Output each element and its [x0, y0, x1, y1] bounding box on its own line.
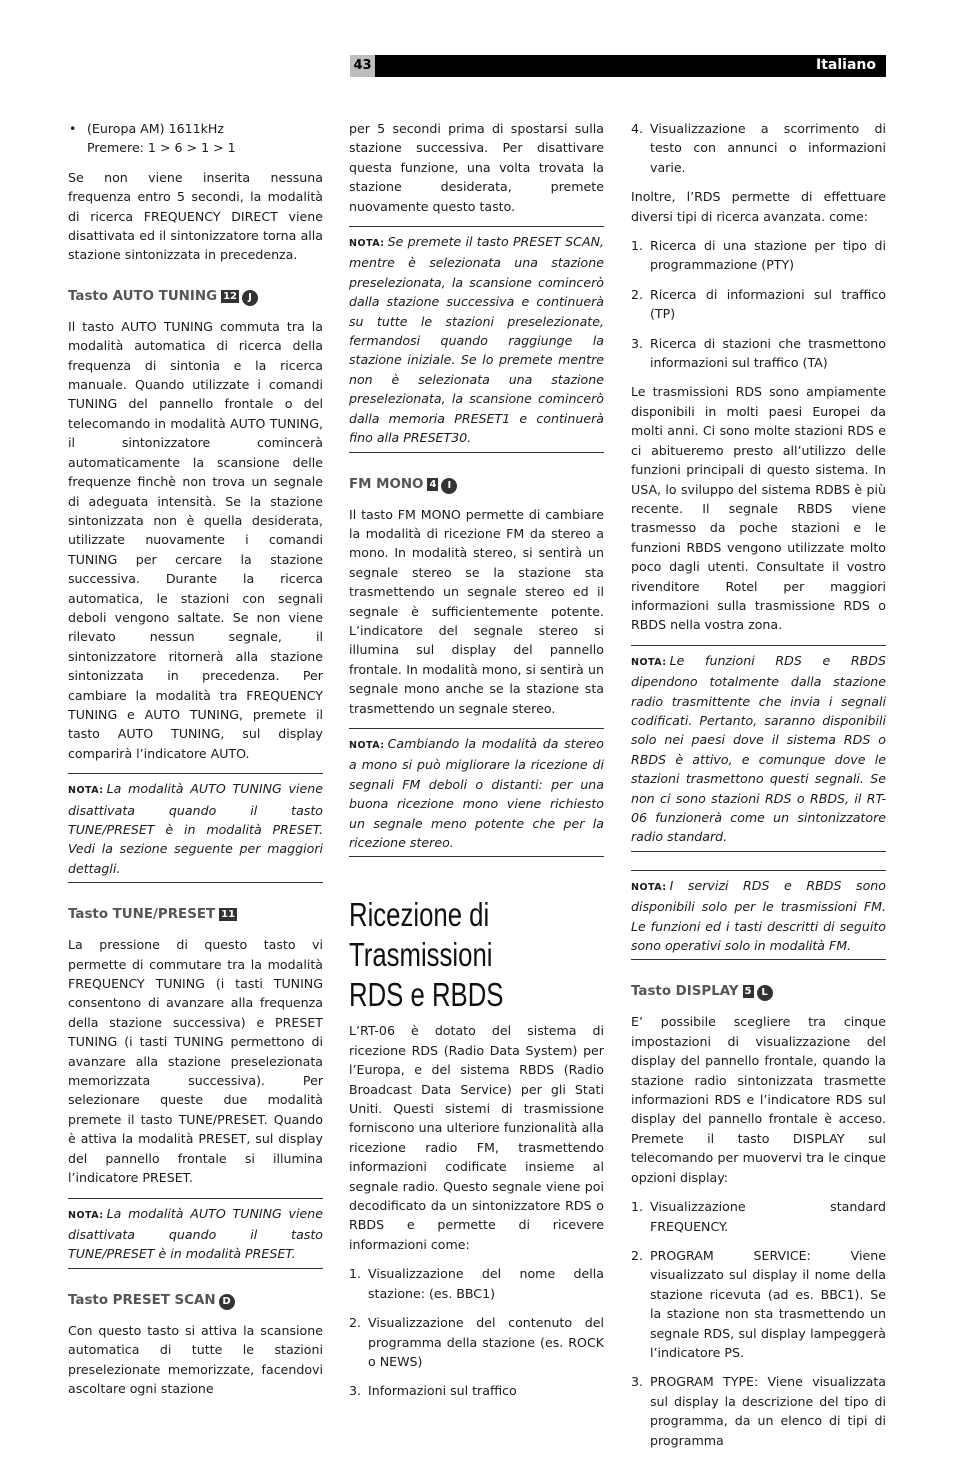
- list-item-text: Visualizzazione standard FREQUENCY.: [650, 1199, 886, 1234]
- list-item-text: Ricerca di stazioni che trasmettono informazioni sul traffico (TA): [650, 335, 886, 371]
- list-item: [631, 334, 886, 373]
- list-item: [631, 1372, 886, 1450]
- section-title-tune-preset: [68, 905, 323, 925]
- note-label: NOTA:: [68, 785, 104, 797]
- key-letter-badge: L: [757, 985, 773, 1001]
- list-item-number: 1.: [631, 238, 644, 254]
- note-box: [68, 773, 323, 883]
- paragraph: Con questo tasto si attiva la scansione automatica di tutte le stazioni preselezionate memorizzate, facendovi ascoltare ogni stazione: [68, 1322, 323, 1396]
- key-number-badge: 11: [221, 909, 236, 921]
- section-title-text: Tasto AUTO TUNING: [68, 288, 218, 304]
- paragraph: per 5 secondi prima di spostarsi sulla stazione successiva. Per disattivare questa funzione, una volta trovata la stazione desiderata, premete nuovamente questo tasto.: [349, 121, 604, 214]
- list-item-number: 2.: [349, 1315, 362, 1331]
- list-item-text: Ricerca di informazioni sul traffico (TP): [650, 286, 886, 322]
- section-title-display: [631, 982, 886, 1002]
- list-item: [349, 1313, 604, 1371]
- note-text: Se premete il tasto PRESET SCAN, mentre è selezionata una stazione preselezionata, la scansione comincerò dalla stazione successiva e continuerà su tutte le stazioni preselezionate, fermandosi quando raggiunge la stazione iniziale. Se lo premete mentre non è selezionata una stazione preselezionata, la scansione comincerò dalla memoria PRESET1 e continuerà fino alla PRESET30.: [349, 234, 604, 446]
- section-title-preset-scan: [68, 1291, 323, 1311]
- note-label: NOTA:: [631, 881, 667, 893]
- list-item: [631, 285, 886, 324]
- chapter-title: [349, 895, 606, 1015]
- note-label: NOTA:: [68, 1209, 104, 1221]
- list-item-text: Ricerca di una stazione per tipo di programmazione (PTY): [650, 238, 886, 273]
- note-text: Cambiando la modalità da stereo a mono si può migliorare la ricezione di segnali FM deboli o distanti: per una buona ricezione mono viene richiesto un segnale meno potente che per la ricezione stereo.: [349, 735, 604, 850]
- list-item: [349, 1381, 604, 1400]
- note-text: Le funzioni RDS e RBDS dipendono totalmente dalla stazione radio trasmittente che invia i segnali codificati. Pertanto, saranno disponibili solo nei paesi dove il sistema RDS o RBDS è attivo, e comunque dove le stazioni trasmettono questi segnali. Se non ci sono stazioni RDS o RBDS, il RT-06 funzionerà come un sintonizzatore radio standard.: [631, 652, 886, 845]
- numbered-list: [631, 119, 886, 177]
- bullet-dot-icon: •: [69, 121, 77, 136]
- paragraph: Inoltre, l’RDS permette di effettuare diversi tipi di ricerca avanzata. come:: [631, 189, 886, 224]
- paragraph: La pressione di questo tasto vi permette di commutare tra la modalità FREQUENCY TUNING (i tasti TUNING consentono di avanzare alla frequenza della stazione successiva) e PRESET TUNING (i tasti TUNING permettono di avanzare alla stazione preselezionata memorizzata successiva). Per selezionare queste due modalità premete il tasto TUNE/PRESET. Quando è attiva la modalità PRESET, sul display del pannello frontale si illumina l’indicatore PRESET.: [68, 937, 323, 1186]
- numbered-list: [631, 1197, 886, 1450]
- note-box: [349, 226, 604, 452]
- note-label: NOTA:: [631, 656, 667, 668]
- note-box: [349, 728, 604, 857]
- list-item-number: 1.: [349, 1266, 362, 1282]
- section-title-fm-mono: [349, 475, 604, 495]
- list-item-text: Informazioni sul traffico: [368, 1383, 517, 1399]
- note-box: [68, 1198, 323, 1269]
- list-item-text: Visualizzazione del nome della stazione: (es. BBC1): [368, 1266, 604, 1301]
- bullet-text: (Europa AM) 1611kHz: [87, 121, 224, 136]
- chapter-title-line1: Ricezione di Trasmissioni: [349, 896, 493, 974]
- key-number-badge: 4: [429, 478, 437, 490]
- note-box: [631, 870, 886, 961]
- key-letter-badge: I: [441, 478, 457, 494]
- key-letter-badge: D: [219, 1294, 235, 1310]
- header-bar: [350, 55, 886, 77]
- language-label: Italiano: [816, 57, 876, 73]
- note-label: NOTA:: [349, 739, 385, 751]
- paragraph: Le trasmissioni RDS sono ampiamente disponibili in molti paesi Europei da molti anni. Ci sono molte stazioni RDS e ci abitueremo presto all’utilizzo delle funzioni principali di questo sistema. In USA, lo sviluppo del sistema RDBS è più recente. Il segnale RBDS viene trasmesso da poche stazioni e le funzioni RBDS vengono utilizzate molto poco dagli utenti. Consultate il vostro rivenditore Rotel per maggiori informazioni sulla trasmissione RDS o RBDS nella vostra zona.: [631, 384, 886, 633]
- page-number: 43: [350, 55, 375, 77]
- note-label: NOTA:: [349, 238, 385, 250]
- key-number-badge: 12: [223, 290, 237, 302]
- section-title-text: Tasto TUNE/PRESET: [68, 907, 216, 923]
- column-3: [631, 119, 886, 1460]
- note-text: La modalità AUTO TUNING viene disattivata quando il tasto TUNE/PRESET è in modalità PRESET.: [68, 1205, 323, 1262]
- list-item: [631, 1197, 886, 1236]
- list-item-number: 3.: [349, 1383, 362, 1399]
- column-2: [349, 119, 604, 1411]
- section-title-text: Tasto DISPLAY: [631, 984, 739, 1000]
- list-item: [631, 1246, 886, 1362]
- numbered-list: [349, 1264, 604, 1400]
- list-item-number: 1.: [631, 1199, 644, 1215]
- numbered-list: [631, 236, 886, 372]
- list-item: [631, 236, 886, 275]
- note-text: La modalità AUTO TUNING viene disattivata quando il tasto TUNE/PRESET è in modalità PRESET. Vedi la sezione seguente per maggiori dettagli.: [68, 781, 323, 876]
- list-item-text: PROGRAM SERVICE: Viene visualizzato sul display il nome della stazione ricevuta (ad es. BBC1). Se la stazione non sta trasmettendo un segnale RDS, sul display lampeggerà l’indicatore PS.: [650, 1247, 886, 1360]
- bullet-item: [68, 119, 323, 158]
- list-item-number: 2.: [631, 1247, 644, 1263]
- note-text: I servizi RDS e RBDS sono disponibili solo per le trasmissioni FM. Le funzioni ed i tasti descritti di seguito sono operativi solo in modalità FM.: [631, 877, 886, 954]
- key-letter-badge: J: [242, 290, 258, 306]
- list-item-number: 3.: [631, 1374, 644, 1390]
- paragraph: E’ possibile scegliere tra cinque impostazioni di visualizzazione del display del pannello frontale, quando la stazione radio sintonizzata trasmette informazioni RDS e l’indicatore RDS sul display del pannello frontale è acceso. Premete il tasto DISPLAY sul telecomando per muovervi tra le cinque opzioni display:: [631, 1014, 886, 1185]
- section-title-text: Tasto PRESET SCAN: [68, 1292, 216, 1308]
- list-item: [349, 1264, 604, 1303]
- list-item-number: 4.: [631, 121, 644, 136]
- list-item-number: 3.: [631, 335, 644, 351]
- section-title-auto-tuning: [68, 287, 323, 307]
- paragraph: Il tasto AUTO TUNING commuta tra la modalità automatica di ricerca della frequenza di sintonia e la ricerca manuale. Quando utilizzate i comandi TUNING del pannello frontale o del telecomando in modalità AUTO TUNING, il sintonizzatore comincerà automaticamente la scansione delle frequenze finchè non trova un segnale di adeguata intensità. Se la stazione sintonizzata non è quella desiderata, utilizzate nuovamente i comandi TUNING per cercare la stazione successiva. Durante la ricerca automatica, le stazioni con segnali deboli vengono saltate. Se non viene rilevato nessun segnale, il sintonizzatore ritornerà alla stazione sintonizzata in precedenza. Per cambiare la modalità tra FREQUENCY TUNING e AUTO TUNING, premete il tasto AUTO TUNING, sul display comparirà l’indicatore AUTO.: [68, 318, 323, 761]
- list-item-text: Visualizzazione a scorrimento di testo con annunci o informazioni varie.: [650, 121, 886, 175]
- list-item: [631, 119, 886, 177]
- list-item-number: 2.: [631, 286, 644, 302]
- paragraph: Il tasto FM MONO permette di cambiare la modalità di ricezione FM da stereo a mono. In modalità stereo, si sentirà un segnale stereo se la stazione sta trasmettendo un segnale stereo ed il segnale è sufficientemente potente. L’indicatore del segnale stereo si illumina sul display del pannello frontale. In modalità mono, si sentirà un segnale mono anche se la stazione sta trasmettendo un segnale stereo.: [349, 506, 604, 716]
- paragraph: L’RT-06 è dotato del sistema di ricezione RDS (Radio Data System) per l’Europa, e del sistema RBDS (Radio Broadcast Data Service) per gli Stati Uniti. Questi sistemi di trasmissione forniscono una ulteriore funzionalità alla ricezione radio FM, trasmettendo informazioni codificate insieme al segnale radio. Questo segnale viene poi decodificato da un sintonizzatore RDS o RBDS e permette di ricevere informazioni come:: [349, 1023, 604, 1252]
- bullet-text-line2: Premere: 1 > 6 > 1 > 1: [87, 140, 236, 156]
- note-box: [631, 645, 886, 852]
- column-1: [68, 119, 323, 1408]
- list-item-text: PROGRAM TYPE: Viene visualizzata sul display la descrizione del tipo di programma, da un elenco di tipi di programma: [650, 1374, 886, 1448]
- chapter-title-line2: RDS e RBDS: [349, 976, 504, 1014]
- key-number-badge: 5: [744, 986, 752, 998]
- paragraph: Se non viene inserita nessuna frequenza entro 5 secondi, la modalità di ricerca FREQUENCY DIRECT viene disattivata ed il sintonizzatore torna alla stazione sintonizzata in precedenza.: [68, 169, 323, 263]
- section-title-text: FM MONO: [349, 476, 424, 492]
- list-item-text: Visualizzazione del contenuto del programma della stazione (es. ROCK o NEWS): [368, 1315, 604, 1369]
